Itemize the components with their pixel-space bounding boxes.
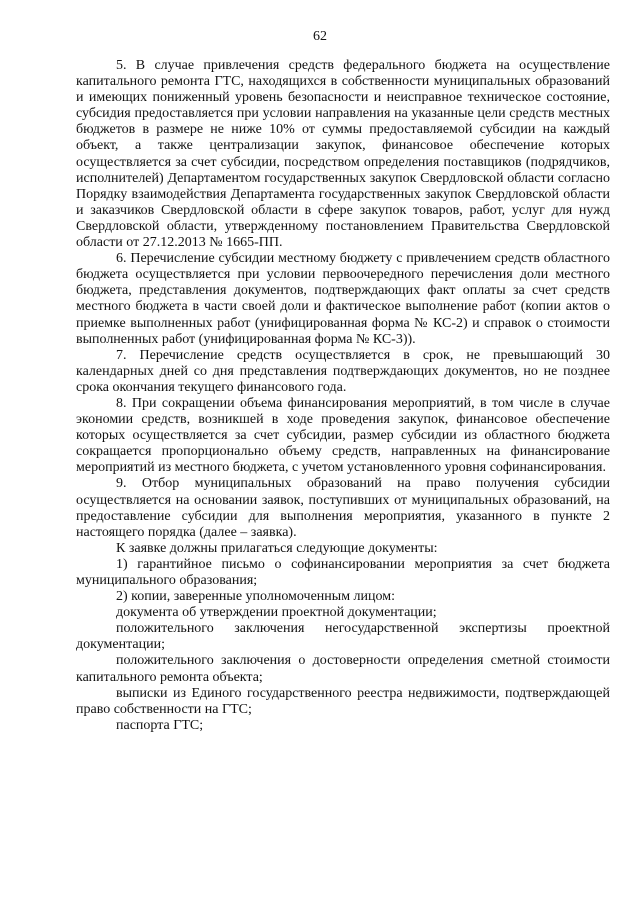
- page-number: 62: [313, 29, 327, 44]
- list-item-gts-passport: паспорта ГТС;: [116, 717, 204, 733]
- paragraph-9-selection: 9. Отбор муниципальных образований на право получения субсидии осуществляется на основании заявок, поступивших от муниципальных образований, на предоставление субсидии для выполнения мероприятия, указанного в пункте 2 настоящего порядка (далее – заявка).: [76, 476, 610, 540]
- paragraph-8-funding-reduction: 8. При сокращении объема финансирования мероприятий, в том числе в случае экономии средств, возникшей в ходе проведения закупок, финансовое обеспечение которых осуществляется за счет субсидии, размер субсидии из областного бюджета сокращается пропорционально объему средств, направленных на финансирование мероприятий из местного бюджета, с учетом установленного уровня софинансирования.: [76, 395, 610, 476]
- list-item-expertise-conclusion: положительного заключения негосударственной экспертизы проектной документации;: [76, 621, 610, 653]
- list-item-guarantee-letter: 1) гарантийное письмо о софинансировании мероприятия за счет бюджета муниципального образования;: [76, 556, 610, 588]
- list-item-cost-reliability: положительного заключения о достоверности определения сметной стоимости капитального ремонта объекта;: [76, 653, 610, 685]
- list-item-certified-copies: 2) копии, заверенные уполномоченным лицом:: [116, 589, 396, 605]
- paragraph-7-transfer-term: 7. Перечисление средств осуществляется в срок, не превышающий 30 календарных дней со дня представления подтверждающих документов, но не позднее срока окончания текущего финансового года.: [76, 347, 610, 395]
- document-body: [76, 58, 610, 734]
- paragraph-5-federal-budget: 5. В случае привлечения средств федерального бюджета на осуществление капитального ремонта ГТС, находящихся в собственности муниципальных образований и имеющих пониженный уровень безопасности и неисправное техническое состояние, субсидия предоставляется при условии направления на указанные цели средств местных бюджетов в размере не ниже 10% от суммы предоставляемой субсидии на каждый объект, а также централизации закупок, финансовое обеспечение которых осуществляется за счет субсидии, посредством определения поставщиков (подрядчиков, исполнителей) Департаментом государственных закупок Свердловской области согласно Порядку взаимодействия Департамента государственных закупок Свердловской области и заказчиков Свердловской области в сфере закупок товаров, работ, услуг для нужд Свердловской области, утвержденному постановлением Правительства Свердловской области от 27.12.2013 № 1665-ПП.: [76, 58, 610, 251]
- list-item-registry-extract: выписки из Единого государственного реестра недвижимости, подтверждающей право собственности на ГТС;: [76, 685, 610, 717]
- list-item-project-approval: документа об утверждении проектной документации;: [116, 605, 437, 621]
- paragraph-6-subsidy-transfer: 6. Перечисление субсидии местному бюджету с привлечением средств областного бюджета осуществляется при условии первоочередного перечисления доли местного бюджета, представления документов, подтверждающих факт оплаты за счет средств местного бюджета в части своей доли и фактическое выполнение работ (копии актов о приемке выполненных работ (унифицированная форма № КС-2) и справок о стоимости выполненных работ (унифицированная форма № КС-3)).: [76, 251, 610, 347]
- paragraph-application-docs-intro: К заявке должны прилагаться следующие документы:: [116, 540, 438, 556]
